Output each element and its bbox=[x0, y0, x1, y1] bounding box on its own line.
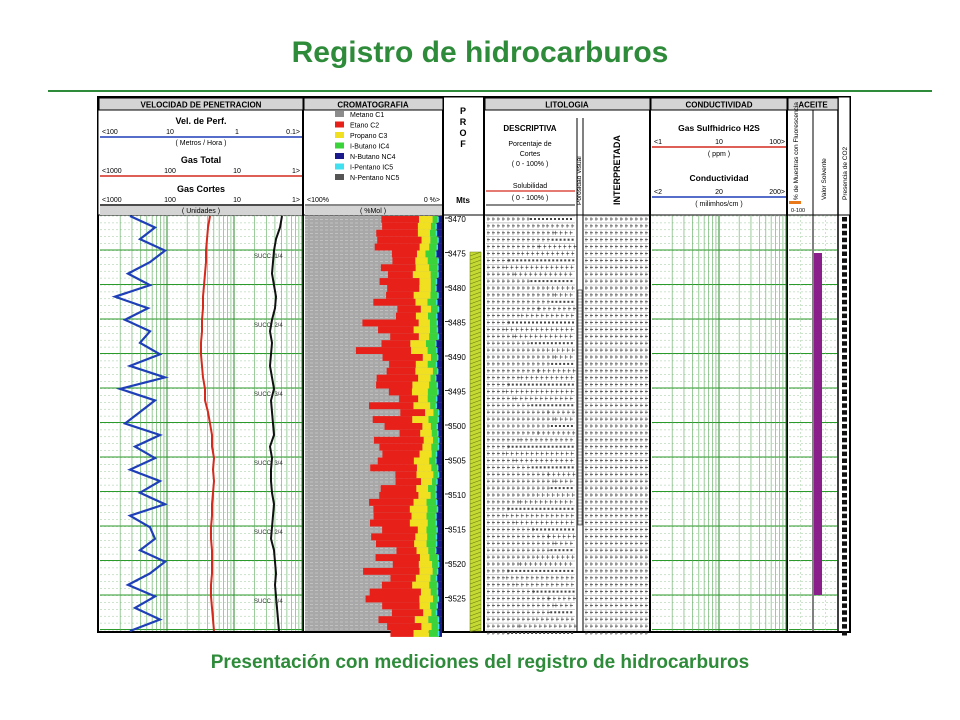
svg-text:INTERPRETADA: INTERPRETADA bbox=[612, 135, 622, 205]
svg-text:200>: 200> bbox=[769, 189, 785, 196]
curve-name-cuttings-gas: Gas Cortes bbox=[176, 184, 226, 194]
succ-label: SUCC. 3/4 bbox=[254, 392, 283, 398]
legend-swatch bbox=[335, 153, 344, 159]
succ-label: SUCC. 1/4 bbox=[254, 599, 283, 605]
legend-swatch bbox=[335, 164, 344, 170]
svg-text:( 0 - 100% ): ( 0 - 100% ) bbox=[511, 161, 549, 168]
depth-mark: 3520 bbox=[448, 560, 466, 569]
svg-text:<1000: <1000 bbox=[102, 197, 122, 204]
svg-text:Gas Sulfhidrico H2S: Gas Sulfhidrico H2S bbox=[678, 123, 760, 133]
succ-label: SUCC. 2/4 bbox=[254, 530, 283, 536]
depth-mark: 3490 bbox=[448, 353, 466, 362]
svg-text:100: 100 bbox=[164, 168, 176, 175]
chromatography-track bbox=[305, 216, 442, 637]
svg-text:<2: <2 bbox=[654, 189, 662, 196]
svg-text:20: 20 bbox=[715, 189, 723, 196]
depth-mark: 3480 bbox=[448, 284, 466, 293]
svg-text:( milimhos/cm ): ( milimhos/cm ) bbox=[695, 201, 743, 208]
svg-text:Porosidad Visual: Porosidad Visual bbox=[576, 156, 583, 205]
svg-text:( Metros / Hora ): ( Metros / Hora ) bbox=[175, 140, 227, 147]
svg-text:P: P bbox=[459, 106, 467, 116]
depth-mark: 3515 bbox=[448, 525, 466, 535]
svg-text:1>: 1> bbox=[292, 168, 300, 175]
svg-text:10: 10 bbox=[166, 129, 174, 136]
depth-track bbox=[445, 215, 483, 632]
svg-text:R: R bbox=[459, 117, 467, 127]
chromatography-header: CROMATOGRAFIA bbox=[337, 100, 409, 110]
curve-name-total-gas: Gas Total bbox=[180, 155, 222, 165]
svg-text:( Unidades ): ( Unidades ) bbox=[181, 208, 221, 215]
svg-text:Porcentaje de: Porcentaje de bbox=[508, 141, 552, 148]
svg-text:<1: <1 bbox=[654, 139, 662, 146]
legend-swatch bbox=[335, 174, 344, 180]
svg-text:( 0 - 100% ): ( 0 - 100% ) bbox=[511, 195, 549, 202]
legend-label: Metano C1 bbox=[350, 112, 385, 119]
succ-label: SUCC. 2/4 bbox=[254, 323, 283, 329]
penetration-header: VELOCIDAD DE PENETRACION bbox=[140, 100, 262, 110]
svg-text:Solubilidad: Solubilidad bbox=[512, 183, 548, 190]
legend-label: Propano C3 bbox=[350, 133, 388, 140]
svg-text:10: 10 bbox=[715, 139, 723, 146]
svg-text:100: 100 bbox=[164, 197, 176, 204]
svg-text:0.1>: 0.1> bbox=[286, 129, 300, 136]
svg-text:10: 10 bbox=[233, 197, 241, 204]
depth-mark: 3505 bbox=[448, 456, 466, 466]
svg-text:Mts: Mts bbox=[456, 196, 470, 205]
depth-mark: 3495 bbox=[448, 387, 466, 397]
legend-swatch bbox=[335, 132, 344, 138]
legend-label: Etano C2 bbox=[350, 122, 380, 130]
depth-mark: 3475 bbox=[448, 249, 466, 259]
legend-swatch bbox=[335, 111, 344, 117]
legend-label: I-Butano IC4 bbox=[350, 143, 390, 151]
legend-label: N-Pentano NC5 bbox=[350, 175, 400, 182]
svg-text:<100: <100 bbox=[102, 129, 118, 136]
svg-text:( ppm ): ( ppm ) bbox=[707, 151, 731, 158]
svg-text:DESCRIPTIVA: DESCRIPTIVA bbox=[503, 124, 557, 133]
lithology-header: LITOLOGIA bbox=[545, 100, 589, 110]
depth-mark: 3500 bbox=[448, 422, 466, 431]
svg-text:Presencia de CO2: Presencia de CO2 bbox=[842, 146, 849, 200]
svg-text:<100%: <100% bbox=[307, 197, 329, 204]
slide-title: Registro de hidrocarburos bbox=[291, 36, 669, 69]
conductivity-header: CONDUCTIVIDAD bbox=[685, 100, 753, 110]
svg-text:% de Muestras con Fluorescenci: % de Muestras con Fluorescencia bbox=[793, 102, 800, 200]
svg-text:Valor Solvente: Valor Solvente bbox=[821, 158, 828, 200]
svg-text:1: 1 bbox=[235, 129, 239, 136]
svg-text:Conductividad: Conductividad bbox=[689, 173, 749, 183]
oil-header: ACEITE bbox=[798, 100, 828, 110]
depth-mark: 3485 bbox=[448, 318, 466, 328]
svg-text:0 %>: 0 %> bbox=[423, 197, 440, 204]
solvent-bar bbox=[814, 253, 822, 595]
legend-label: I-Pentano IC5 bbox=[350, 164, 394, 172]
depth-mark: 3510 bbox=[448, 491, 466, 500]
succ-label: SUCC. 1/4 bbox=[254, 254, 283, 260]
succ-label: SUCC. 3/4 bbox=[254, 461, 283, 467]
legend-label: N-Butano NC4 bbox=[350, 154, 396, 161]
legend-swatch bbox=[335, 143, 344, 149]
svg-text:1>: 1> bbox=[292, 197, 300, 204]
svg-text:F: F bbox=[460, 139, 466, 149]
legend-swatch bbox=[335, 122, 344, 128]
svg-text:100>: 100> bbox=[769, 139, 785, 146]
depth-mark: 3525 bbox=[448, 594, 466, 604]
svg-text:<1000: <1000 bbox=[102, 168, 122, 175]
svg-text:0-100: 0-100 bbox=[791, 208, 806, 214]
svg-text:10: 10 bbox=[233, 168, 241, 175]
slide-caption: Presentación con mediciones del registro de hidrocarburos bbox=[210, 652, 750, 673]
curve-name-rop: Vel. de Perf. bbox=[175, 116, 227, 126]
svg-text:( %Mol ): ( %Mol ) bbox=[359, 208, 387, 215]
svg-text:Cortes: Cortes bbox=[519, 151, 541, 158]
depth-mark: 3470 bbox=[448, 215, 466, 224]
svg-text:O: O bbox=[459, 128, 467, 138]
